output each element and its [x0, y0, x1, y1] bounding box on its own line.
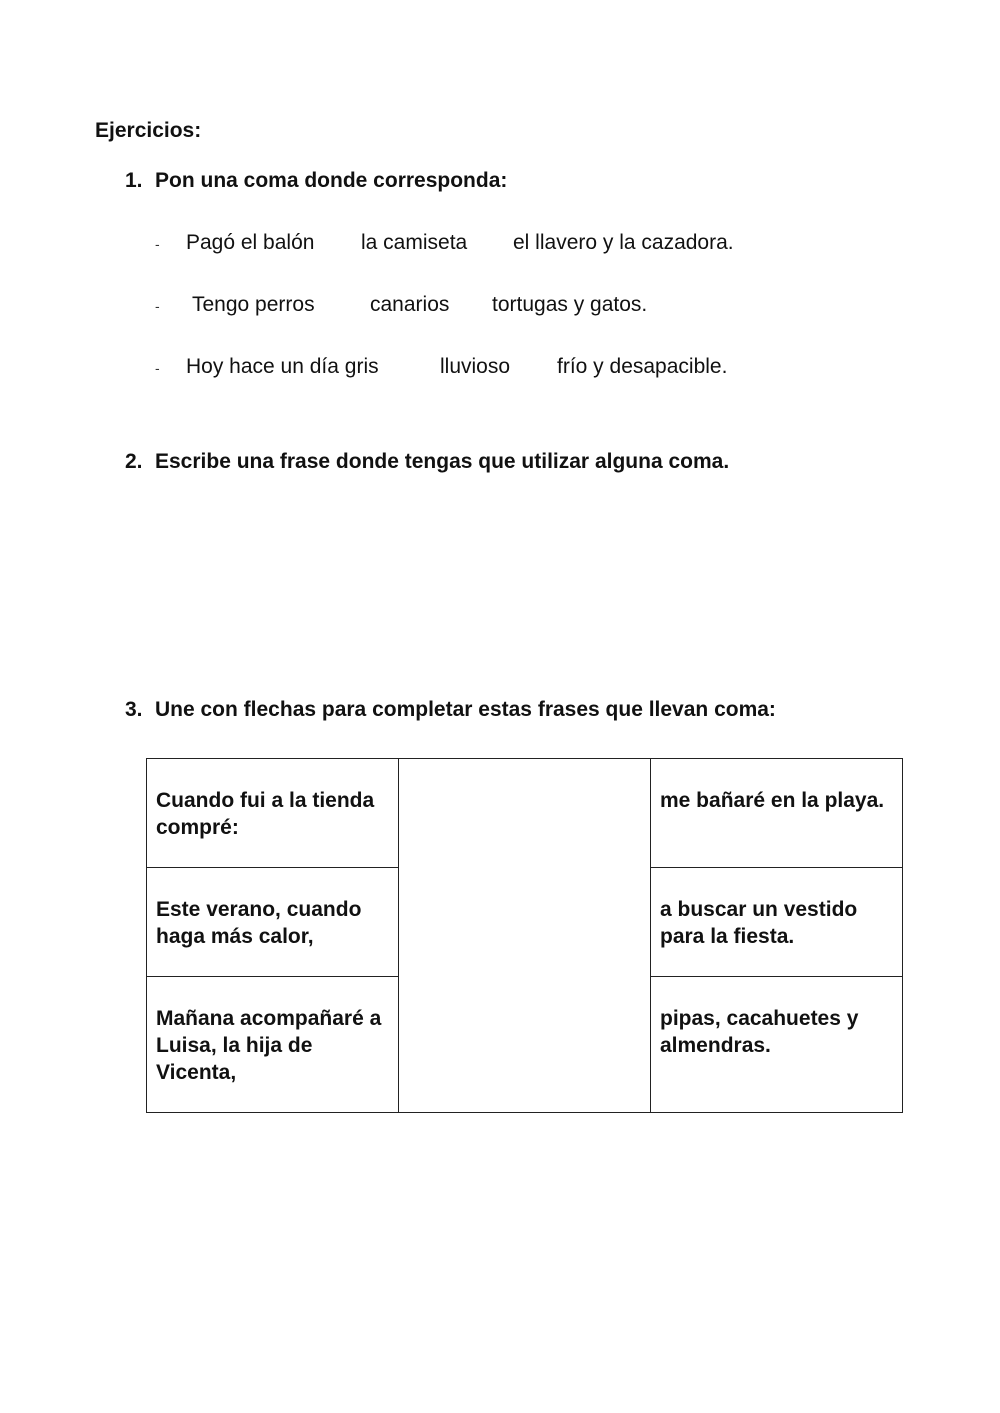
sentence-fragment: frío y desapacible. [557, 355, 728, 378]
right-phrase: a buscar un vestido para la fiesta. [660, 898, 858, 948]
exercise-3-prompt: Une con flechas para completar estas frases que llevan coma: [155, 698, 776, 721]
sentence-fragment: lluvioso [440, 355, 511, 378]
right-phrase-cell[interactable] [651, 759, 903, 868]
right-phrase: pipas, cacahuetes y almendras. [660, 1007, 859, 1057]
right-phrase-cell[interactable] [651, 868, 903, 977]
sentence-fragment: Tengo perros [192, 293, 315, 316]
right-phrase-cell[interactable] [651, 977, 903, 1113]
exercise-3-number: 3. [125, 698, 143, 721]
sentence-fragment: Hoy hace un día gris [186, 355, 379, 378]
exercise-1-prompt: Pon una coma donde corresponda: [155, 169, 508, 192]
sentence-fragment: el llavero y la cazadora. [513, 231, 734, 254]
left-phrase-cell[interactable] [147, 868, 399, 977]
exercise-1-number: 1. [125, 169, 143, 192]
exercise-2-prompt: Escribe una frase donde tengas que utilizar alguna coma. [155, 450, 730, 473]
matching-table [146, 758, 903, 1113]
bullet-dash: - [155, 360, 160, 376]
sentence-fragment: la camiseta [361, 231, 468, 254]
left-phrase: Este verano, cuando haga más calor, [156, 898, 362, 948]
left-phrase: Mañana acompañaré a Luisa, la hija de Vicenta, [156, 1007, 382, 1084]
sentence-fragment: canarios [370, 293, 450, 316]
exercise-2-number: 2. [125, 450, 143, 473]
left-phrase: Cuando fui a la tienda compré: [156, 789, 375, 839]
sentence-fragment: Pagó el balón [186, 231, 315, 254]
left-phrase-cell[interactable] [147, 759, 399, 868]
page-heading: Ejercicios: [95, 119, 202, 142]
arrow-area[interactable] [399, 759, 651, 1113]
left-phrase-cell[interactable] [147, 977, 399, 1113]
right-phrase: me bañaré en la playa. [660, 789, 885, 812]
bullet-dash: - [155, 236, 160, 252]
bullet-dash: - [155, 298, 160, 314]
sentence-fragment: tortugas y gatos. [492, 293, 648, 316]
